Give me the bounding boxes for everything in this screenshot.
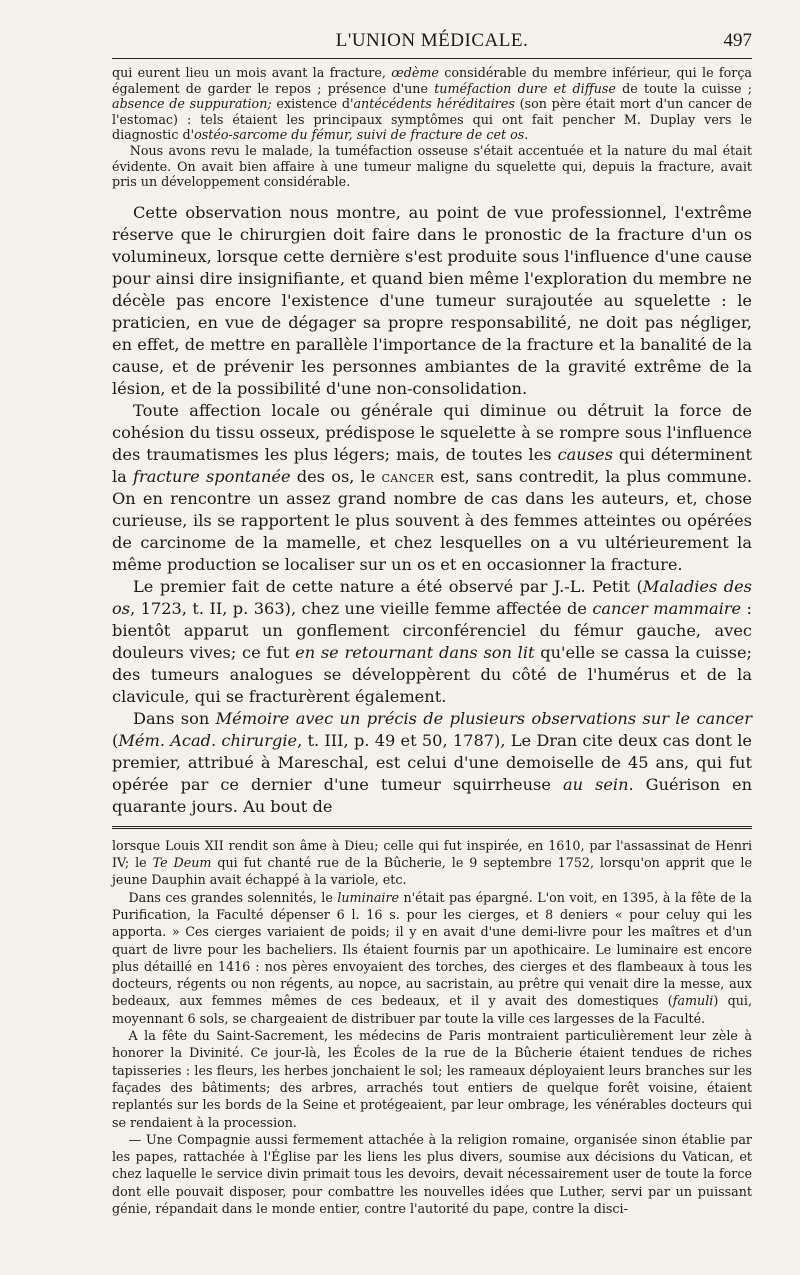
feuilleton-paragraph-1: lorsque Louis XII rendit son âme à Dieu; celle qui fut inspirée, en 1610, par l'assassinat de Henri IV; le Te Deum qui fut chanté rue de la Bûcherie, le 9 septembre 1752, lorsqu'on apprit que le jeune Dauphin avait échappé à la variole, etc. [112, 837, 752, 888]
main-paragraph-2: Toute affection locale ou générale qui diminue ou détruit la force de cohésion du tissu osseux, prédispose le squelette à se rompre sous l'influence des traumatismes les plus légers; mais, de toutes les causes qui déterminent la fracture spontanée des os, le cancer est, sans contredit, la plus commune. On en rencontre un assez grand nombre de cas dans les auteurs, et, chose curieuse, ils se rapportent le plus souvent à des femmes atteintes ou opérées de carcinome de la mamelle, et chez lesquelles on a vu ultérieurement la même production se localiser sur un os et en occasionner la fracture. [112, 400, 753, 574]
page-number: 497 [723, 30, 752, 51]
running-head [112, 26, 752, 56]
observation-continuation [112, 65, 752, 190]
feuilleton-paragraph-3: A la fête du Saint-Sacrement, les médecins de Paris montraient particulièrement leur zèle à honorer la Divinité. Ce jour-là, les Écoles de la rue de la Bûcherie étaient tendues de riches tapisseries : les fleurs, les herbes jonchaient le sol; les rameaux déployaient leurs branches sur les façades des bâtiments; des arbres, arrachés tout entiers de quelque forêt voisine, étaient replantés sur les bords de la Seine et protégeaient, par leur ombrage, les vénérables docteurs qui se rendaient à la procession. [112, 1028, 752, 1130]
journal-title: L'UNION MÉDICALE. [335, 30, 529, 51]
feuilleton-text [112, 837, 752, 1218]
main-text [112, 202, 752, 818]
feuilleton-separator [112, 826, 752, 829]
main-paragraph-4: Dans son Mémoire avec un précis de plusieurs observations sur le cancer (Mém. Acad. chirurgie, t. III, p. 49 et 50, 1787), Le Dran cite deux cas dont le premier, attribué à Mareschal, est celui d'une demoiselle de 45 ans, qui fut opérée par ce dernier d'une tumeur squirrheuse au sein. Guérison en quarante jours. Au bout de [112, 708, 752, 816]
feuilleton-paragraph-2: Dans ces grandes solennités, le luminaire n'était pas épargné. L'on voit, en 1395, à la fête de la Purification, la Faculté dépenser 6 l. 16 s. pour les cierges, et 8 deniers « pour celuy qui les apporta. » Ces cierges variaient de poids; il y en avait d'une demi-livre pour les maîtres et d'un quart de livre pour les bacheliers. Ils étaient fournis par un apothicaire. Le luminaire est encore plus détaillé en 1416 : nos pères envoyaient des torches, des cierges et des flambeaux à tous les docteurs, régents ou non régents, au nopce, au sacristain, au prêtre qui venait dire la messe, aux bedeaux, aux femmes mêmes de ces bedeaux, et il y avait des domestiques (famuli) qui, moyennant 6 sols, se chargeaient de distribuer par toute la ville ces largesses de la Faculté. [112, 889, 752, 1026]
observation-paragraph-1: qui eurent lieu un mois avant la fracture, œdème considérable du membre inférieur, qui le força également de garder le repos ; présence d'une tuméfaction dure et diffuse de toute la cuisse ; absence de suppuration; existence d'antécédents héréditaires (son père était mort d'un cancer de l'estomac) : tels étaient les principaux symptômes qui ont fait pencher M. Duplay vers le diagnostic d'ostéo-sarcome du fémur, suivi de fracture de cet os. [112, 65, 753, 143]
header-rule [112, 58, 752, 59]
journal-page [112, 26, 752, 1217]
main-paragraph-3: Le premier fait de cette nature a été observé par J.-L. Petit (Maladies des os, 1723, t. II, p. 363), chez une vieille femme affectée de cancer mammaire : bientôt apparut un gonflement circonférenciel du fémur gauche, avec douleurs vives; ce fut en se retournant dans son lit qu'elle se cassa la cuisse; des tumeurs analogues se développèrent du côté de l'humérus et de la clavicule, qui se fracturèrent également. [112, 576, 752, 706]
observation-paragraph-2: Nous avons revu le malade, la tuméfaction osseuse s'était accentuée et la nature du mal était évidente. On avait bien affaire à une tumeur maligne du squelette qui, depuis la fracture, avait pris un développement considérable. [112, 142, 752, 190]
feuilleton-paragraph-4: — Une Compagnie aussi fermement attachée à la religion romaine, organisée sinon établie par les papes, rattachée à l'Église par les liens les plus divers, soumise aux décisions du Vatican, et chez laquelle le service divin primait tous les devoirs, devait nécessairement user de toute la force dont elle pouvait disposer, pour combattre les nouvelles idées que Luther, servi par un puissant génie, répandait dans le monde entier, contre l'autorité du pape, contre la disci- [112, 1131, 752, 1216]
main-paragraph-1: Cette observation nous montre, au point de vue professionnel, l'extrême réserve que le chirurgien doit faire dans le pronostic de la fracture d'un os volumineux, lorsque cette dernière s'est produite sous l'influence d'une cause pour ainsi dire insignifiante, et quand bien même l'exploration du membre ne décèle pas encore l'existence d'une tumeur surajoutée au squelette : le praticien, en vue de dégager sa propre responsabilité, ne doit pas négliger, en effet, de mettre en parallèle l'importance de la fracture et la banalité de la cause, et de prévenir les personnes ambiantes de la gravité extrême de la lésion, et de la possibilité d'une non-consolidation. [112, 202, 752, 398]
